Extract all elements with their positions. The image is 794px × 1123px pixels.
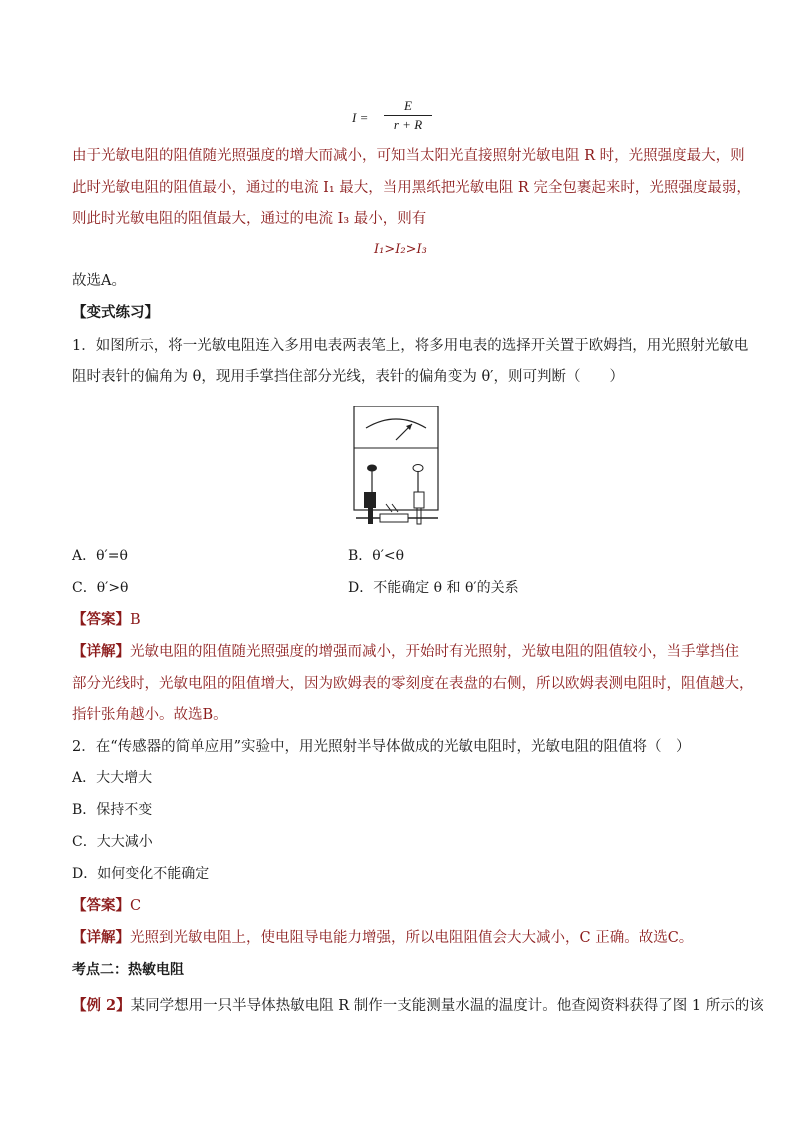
q2-answer-value: C [130,898,142,914]
q2-answer-row [72,896,141,916]
q1-option-a[interactable]: A．θ′=θ [72,548,128,564]
q1-stem-line-2: 阻时表针的偏角为 θ，现用手掌挡住部分光线，表针的偏角变为 θ′，则可判断（ ） [72,369,624,385]
explanation-line-2: 此时光敏电阻的阻值最小，通过的电流 I₁ 最大，当用黑纸把光敏电阻 R 完全包裹起来时，光照强度最弱， [72,180,751,196]
q2-stem: 2．在“传感器的简单应用”实验中，用光照射半导体做成的光敏电阻时，光敏电阻的阻值将（ ） [72,739,691,755]
example2-row [72,996,764,1016]
q1-detail-line-2: 部分光线时，光敏电阻的阻值增大，因为欧姆表的零刻度在表盘的右侧，所以欧姆表测电阻时，阻值越大， [72,676,754,692]
q2-option-d[interactable]: D．如何变化不能确定 [72,866,210,882]
fraction-bar [384,115,432,116]
q1-option-c[interactable]: C．θ′>θ [72,580,129,596]
q2-option-b[interactable]: B．保持不变 [72,802,153,818]
example2-label: 【例 2】 [72,997,131,1014]
topic2-heading: 考点二：热敏电阻 [72,962,184,978]
q2-detail-label: 【详解】 [72,929,130,946]
formula-lhs: I = [352,110,369,125]
multimeter-figure [352,406,442,530]
q1-answer-row [72,610,141,630]
q2-answer-label: 【答案】 [72,897,130,914]
q2-option-c[interactable]: C．大大减小 [72,834,153,850]
meter-scale-arc [366,419,426,428]
q1-detail-row-1 [72,642,739,662]
probe-socket-left [367,465,377,472]
q1-answer-label: 【答案】 [72,611,130,628]
probe-right [414,492,424,508]
light-arrow-2 [392,504,398,512]
q2-detail-row [72,928,693,948]
explanation-line-1: 由于光敏电阻的阻值随光照强度的增大而减小，可知当太阳光直接照射光敏电阻 R 时，光照强度最大，则 [72,148,745,164]
probe-left [364,492,376,508]
q2-option-a[interactable]: A．大大增大 [72,770,153,786]
formula-fraction [378,98,438,133]
section-variant-title: 【变式练习】 [72,304,159,321]
formula-numerator: E [404,98,412,113]
light-arrow-1 [386,504,392,512]
q1-answer-value: B [130,612,141,628]
explanation-line-3: 则此时光敏电阻的阻值最大，通过的电流 I₃ 最小，则有 [72,211,427,227]
example2-text: 某同学想用一只半导体热敏电阻 R 制作一支能测量水温的温度计。他查阅资料获得了图 1 所示的该 [130,998,764,1014]
conclusion: 故选A。 [72,273,126,289]
q1-detail-line-3: 指针张角越小。故选B。 [72,707,228,723]
q1-detail-line-1: 光敏电阻的阻值随光照强度的增强而减小，开始时有光照射，光敏电阻的阻值较小，当手掌挡住 [130,644,739,660]
q1-detail-label: 【详解】 [72,643,130,660]
q2-detail: 光照到光敏电阻上，使电阻导电能力增强，所以电阻阻值会大大减小，C 正确。故选C。 [130,930,694,946]
q1-option-d[interactable]: D．不能确定 θ 和 θ′的关系 [348,580,519,596]
q1-stem-line-1: 1．如图所示，将一光敏电阻连入多用电表两表笔上，将多用电表的选择开关置于欧姆挡，用光照射光敏电 [72,338,749,354]
photoresistor [380,514,408,522]
probe-left-tip [368,508,373,524]
formula-denominator: r + R [393,117,423,132]
q1-option-b[interactable]: B．θ′<θ [348,548,405,564]
inequality: I₁>I₂>I₃ [374,242,427,257]
probe-socket-right [413,465,423,472]
